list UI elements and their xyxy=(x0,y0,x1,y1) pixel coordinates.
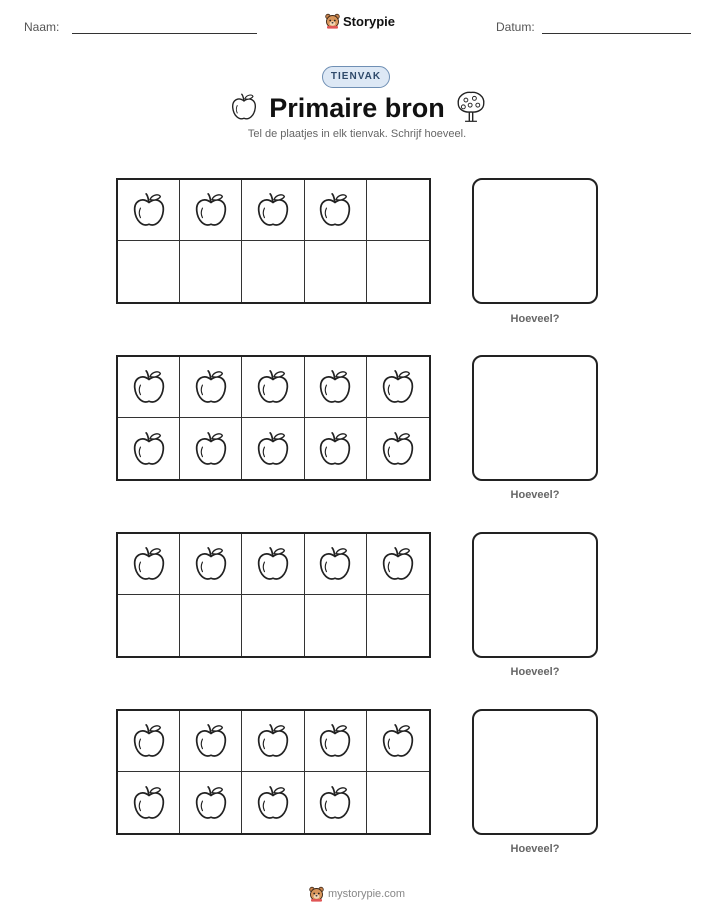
apple-icon xyxy=(379,429,417,469)
ten-frame-cell xyxy=(118,595,180,656)
ten-frame-cell xyxy=(180,534,242,595)
ten-frame-cell xyxy=(305,180,367,241)
ten-frame-cell xyxy=(305,357,367,418)
answer-box-3[interactable] xyxy=(472,532,598,658)
answer-label-2: Hoeveel? xyxy=(510,489,560,501)
apple-icon xyxy=(192,367,230,407)
instructions: Tel de plaatjes in elk tienvak. Schrijf hoeveel. xyxy=(247,128,467,140)
ten-frame-cell xyxy=(180,772,242,833)
apple-icon xyxy=(379,367,417,407)
apple-icon xyxy=(192,783,230,823)
apple-icon xyxy=(130,544,168,584)
footer xyxy=(0,886,714,902)
ten-frame-cell xyxy=(367,595,429,656)
apple-icon xyxy=(130,783,168,823)
bear-logo-icon xyxy=(309,886,324,902)
ten-frame-cell xyxy=(118,534,180,595)
answer-box-1[interactable] xyxy=(472,178,598,304)
ten-frame-cell xyxy=(180,241,242,302)
apple-icon xyxy=(254,544,292,584)
ten-frame-cell xyxy=(367,241,429,302)
ten-frame-cell xyxy=(367,357,429,418)
name-line[interactable] xyxy=(72,33,257,34)
ten-frame-4 xyxy=(116,709,431,835)
ten-frame-1 xyxy=(116,178,431,304)
ten-frame-cell xyxy=(118,772,180,833)
ten-frame-cell xyxy=(367,711,429,772)
ten-frame-cell xyxy=(118,418,180,479)
date-label: Datum: xyxy=(496,20,535,34)
ten-frame-cell xyxy=(305,241,367,302)
apple-icon xyxy=(192,429,230,469)
apple-icon xyxy=(192,190,230,230)
ten-frame-cell xyxy=(118,180,180,241)
apple-icon xyxy=(316,721,354,761)
ten-frame-cell xyxy=(367,772,429,833)
ten-frame-cell xyxy=(367,418,429,479)
ten-frame-cell xyxy=(242,711,304,772)
ten-frame-cell xyxy=(242,772,304,833)
apple-icon xyxy=(316,367,354,407)
apple-tree-icon xyxy=(454,89,488,123)
ten-frame-cell xyxy=(118,357,180,418)
apple-icon xyxy=(254,367,292,407)
name-label: Naam: xyxy=(24,20,60,34)
apple-icon xyxy=(192,544,230,584)
ten-frame-cell xyxy=(305,711,367,772)
brand-name: Storypie xyxy=(343,13,396,29)
ten-frame-cell xyxy=(180,357,242,418)
ten-frame-cell xyxy=(242,418,304,479)
apple-icon xyxy=(254,429,292,469)
answer-label-3: Hoeveel? xyxy=(510,666,560,678)
ten-frame-cell xyxy=(305,534,367,595)
footer-url: mystorypie.com xyxy=(327,888,406,900)
ten-frame-cell xyxy=(367,534,429,595)
apple-icon xyxy=(254,783,292,823)
worksheet-type-badge: TIENVAK xyxy=(322,66,390,88)
apple-icon xyxy=(316,544,354,584)
ten-frame-cell xyxy=(180,180,242,241)
ten-frame-cell xyxy=(305,772,367,833)
ten-frame-cell xyxy=(242,534,304,595)
apple-icon xyxy=(130,367,168,407)
ten-frame-3 xyxy=(116,532,431,658)
ten-frame-cell xyxy=(242,241,304,302)
ten-frame-cell xyxy=(242,595,304,656)
ten-frame-cell xyxy=(180,418,242,479)
apple-icon xyxy=(130,429,168,469)
apple-icon xyxy=(130,190,168,230)
ten-frame-cell xyxy=(305,595,367,656)
apple-icon xyxy=(192,721,230,761)
apple-icon xyxy=(379,544,417,584)
page-title: Primaire bron xyxy=(269,93,445,123)
answer-box-2[interactable] xyxy=(472,355,598,481)
apple-icon xyxy=(316,190,354,230)
ten-frame-cell xyxy=(242,357,304,418)
brand-logo xyxy=(325,13,395,29)
answer-label-4: Hoeveel? xyxy=(510,843,560,855)
apple-icon xyxy=(254,721,292,761)
answer-label-1: Hoeveel? xyxy=(510,313,560,325)
apple-icon xyxy=(316,783,354,823)
ten-frame-cell xyxy=(118,241,180,302)
date-line[interactable] xyxy=(542,33,691,34)
answer-box-4[interactable] xyxy=(472,709,598,835)
apple-icon xyxy=(254,190,292,230)
ten-frame-cell xyxy=(180,711,242,772)
apple-icon xyxy=(130,721,168,761)
ten-frame-cell xyxy=(242,180,304,241)
bear-logo-icon xyxy=(325,13,340,29)
ten-frame-cell xyxy=(367,180,429,241)
ten-frame-cell xyxy=(305,418,367,479)
apple-icon xyxy=(316,429,354,469)
apple-icon xyxy=(379,721,417,761)
ten-frame-2 xyxy=(116,355,431,481)
ten-frame-cell xyxy=(118,711,180,772)
ten-frame-cell xyxy=(180,595,242,656)
